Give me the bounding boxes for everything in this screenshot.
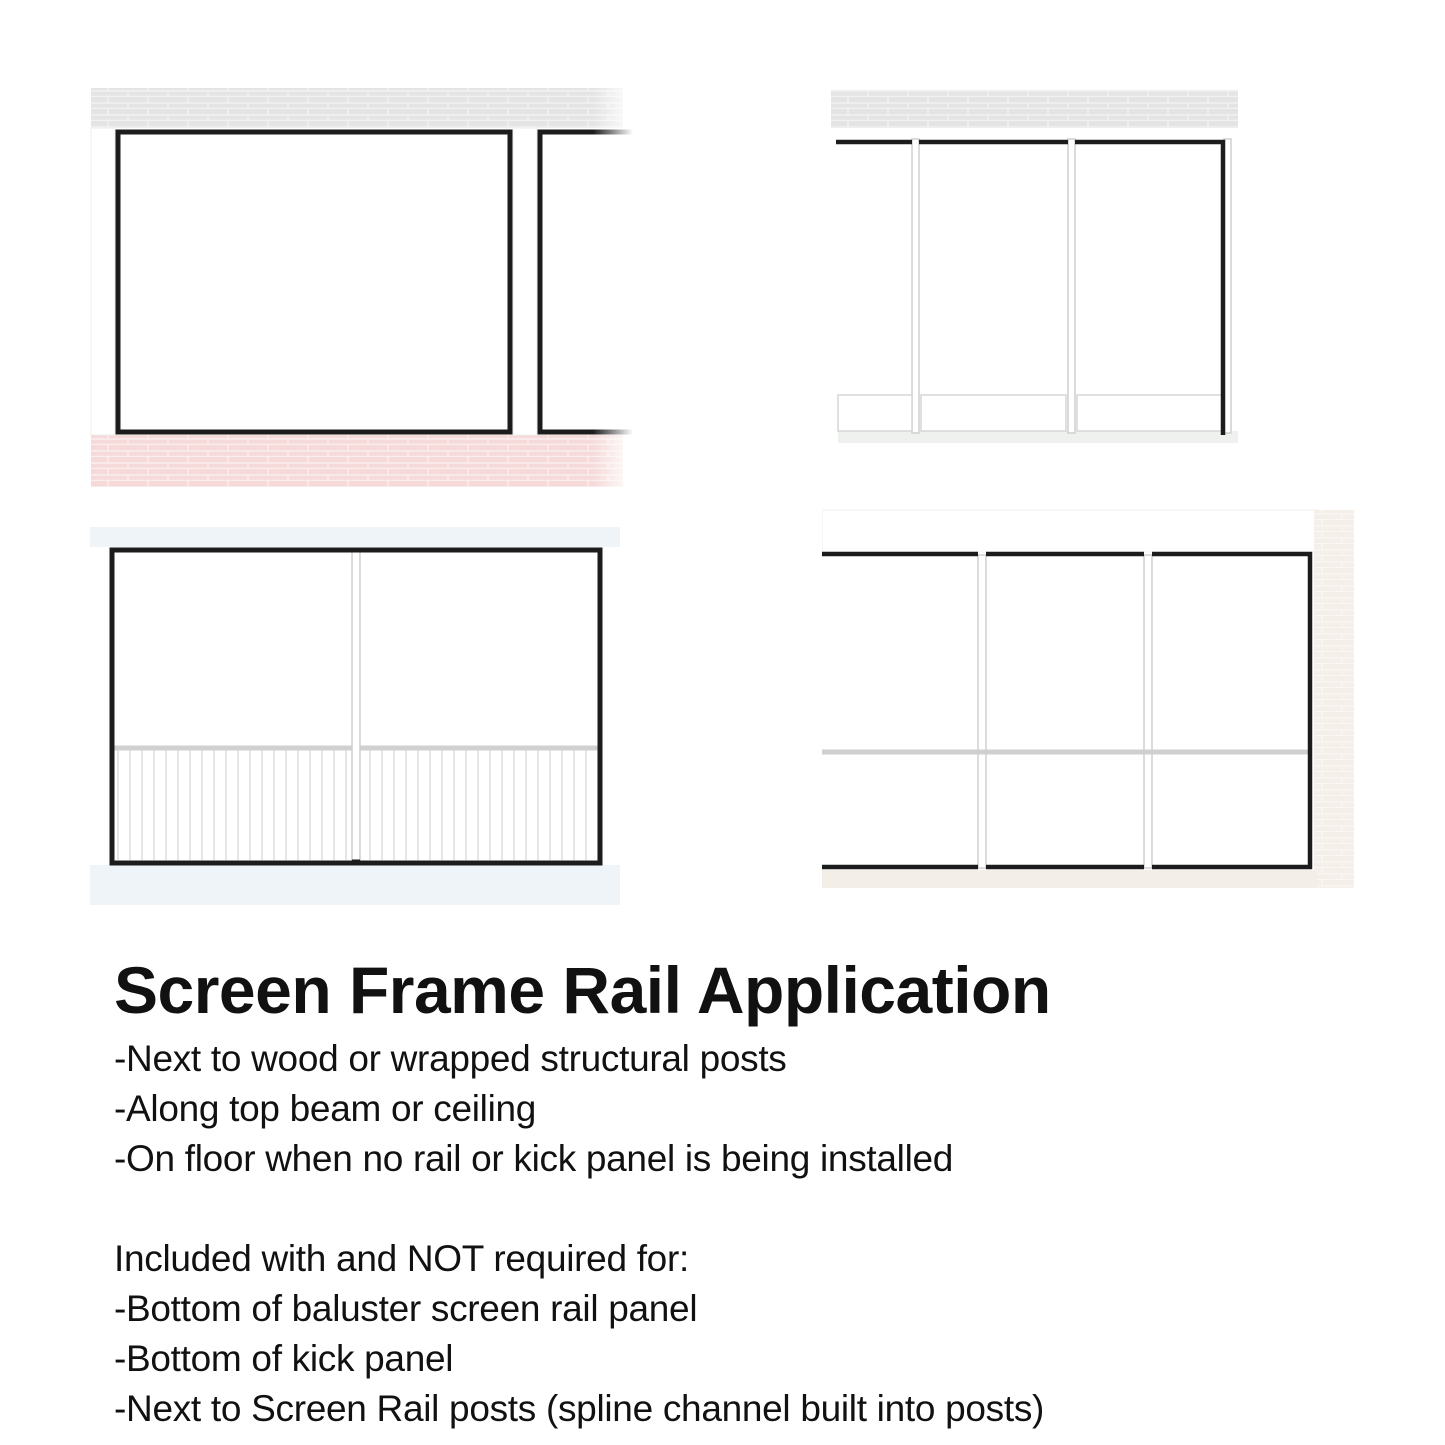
brick-header — [831, 90, 1238, 128]
list-item: -Bottom of kick panel — [114, 1338, 454, 1379]
baluster-panel-1 — [114, 750, 352, 860]
opening-left-post — [91, 128, 115, 435]
top-beam — [90, 527, 620, 547]
not-required-list — [114, 1284, 1414, 1434]
screen-rail-post-1 — [978, 555, 986, 868]
low-rail-1 — [838, 395, 912, 431]
side-wall — [1314, 510, 1354, 888]
low-rail-3 — [1077, 395, 1222, 431]
list-item: -Next to wood or wrapped structural posts — [114, 1038, 787, 1079]
list-item: -On floor when no rail or kick panel is being installed — [114, 1138, 954, 1179]
frame-rail-top-3 — [1075, 142, 1223, 435]
frame-rail-panel-1 — [118, 132, 510, 432]
list-item: -Bottom of baluster screen rail panel — [114, 1288, 698, 1329]
edge-fade — [593, 85, 633, 490]
applications-list — [114, 1034, 1414, 1184]
brick-header — [91, 88, 623, 128]
diagram-brick-opening — [88, 85, 633, 490]
page-title: Screen Frame Rail Application — [114, 953, 1051, 1027]
low-rail-2 — [921, 395, 1066, 431]
screen-rail-post-2 — [1144, 555, 1152, 868]
opening-center-post — [513, 128, 537, 435]
screen-rail-post — [352, 551, 360, 863]
diagram-beam-posts — [828, 85, 1243, 450]
list-item: -Next to Screen Rail posts (spline channel built into posts) — [114, 1388, 1045, 1429]
diagram-baluster-panel — [88, 525, 628, 910]
brick-floor — [91, 435, 623, 487]
list-item: -Along top beam or ceiling — [114, 1088, 537, 1129]
floor-strip — [838, 431, 1238, 443]
text-block — [114, 950, 1414, 1434]
screen-rail-post-1 — [912, 139, 919, 433]
frame-rail-right — [1152, 554, 1310, 867]
screen-rail-post-2 — [1068, 139, 1075, 433]
floor-strip — [822, 870, 1317, 888]
floor-strip — [90, 865, 620, 905]
baluster-panel-2 — [360, 750, 598, 860]
diagram-kick-panel — [822, 508, 1357, 893]
top-beam — [822, 510, 1317, 552]
included-heading: Included with and NOT required for: — [114, 1238, 689, 1279]
